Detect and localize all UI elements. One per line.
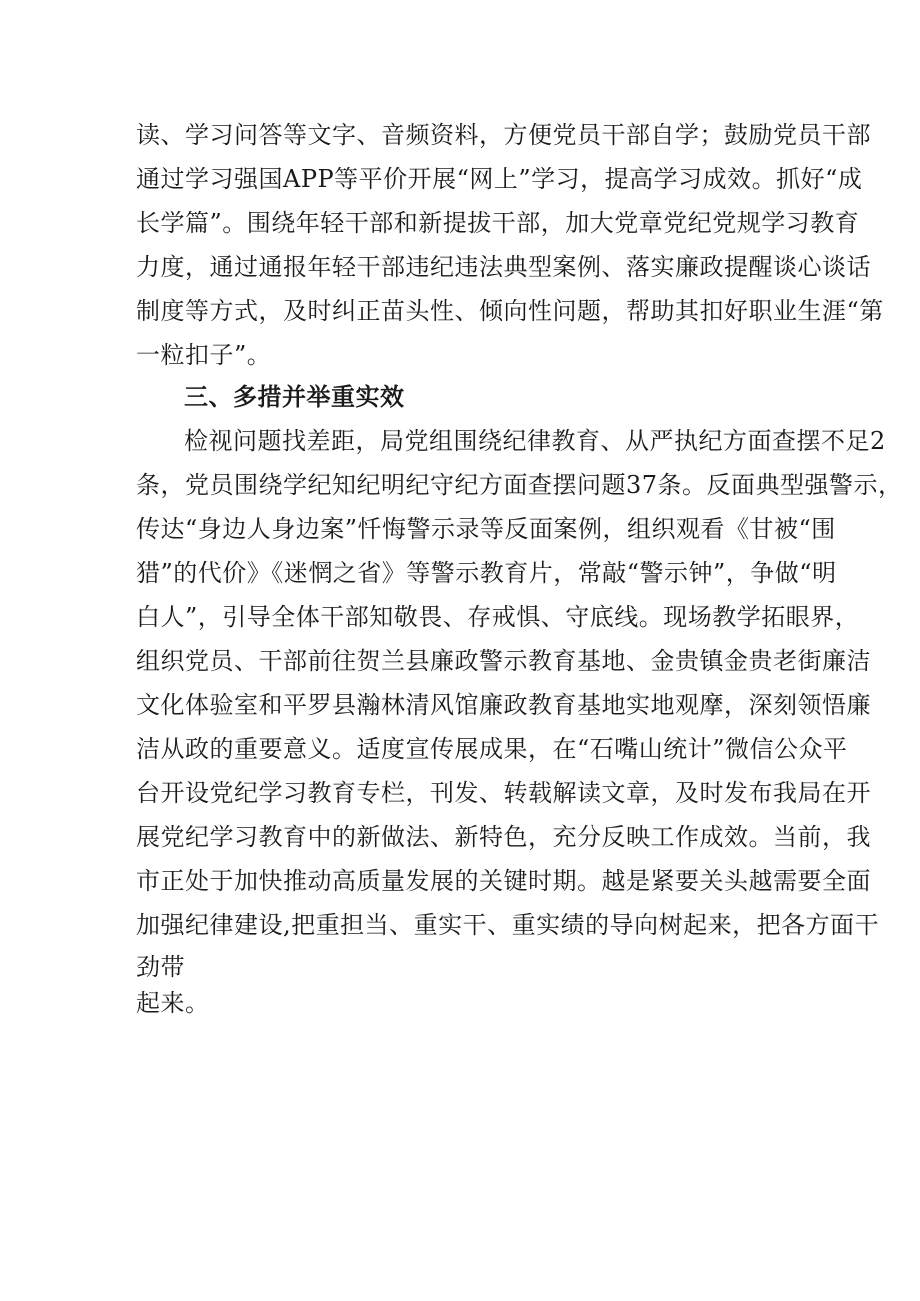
text-line: 加强纪律建设,把重担当、重实干、重实绩的导向树起来，把各方面干 bbox=[136, 911, 880, 939]
text-line: 展党纪学习教育中的新做法、新特色，充分反映工作成效。当前，我 bbox=[136, 823, 871, 851]
text-line: 市正处于加快推动高质量发展的关键时期。越是紧要关头越需要全面 bbox=[136, 867, 871, 895]
text-line: 白人”，引导全体干部知敬畏、存戒惧、守底线。现场教学拓眼界， bbox=[136, 603, 860, 631]
text-line: 劲带 bbox=[136, 953, 185, 981]
text-line: 通过学习强国APP等平价开展“网上”学习，提高学习成效。抓好“成 bbox=[136, 165, 863, 193]
text-line: 台开设党纪学习教育专栏，刊发、转载解读文章，及时发布我局在开 bbox=[136, 779, 871, 807]
text-line: 读、学习问答等文字、音频资料，方便党员干部自学；鼓励党员干部 bbox=[136, 121, 871, 149]
section-heading: 三、多措并举重实效 bbox=[184, 383, 405, 411]
text-line: 条，党员围绕学纪知纪明纪守纪方面查摆问题37条。反面典型强警示， bbox=[136, 471, 903, 499]
text-line: 猎”的代价》《迷惘之省》等警示教育片，常敲“警示钟”，争做“明 bbox=[136, 559, 837, 587]
text-line: 文化体验室和平罗县瀚林清风馆廉政教育基地实地观摩，深刻领悟廉 bbox=[136, 691, 871, 719]
text-line: 力度，通过通报年轻干部违纪违法典型案例、落实廉政提醒谈心谈话 bbox=[136, 253, 871, 281]
text-line: 洁从政的重要意义。适度宣传展成果，在“石嘴山统计”微信公众平 bbox=[136, 735, 848, 763]
text-line: 检视问题找差距，局党组围绕纪律教育、从严执纪方面查摆不足2 bbox=[184, 427, 886, 455]
text-line: 长学篇”。围绕年轻干部和新提拔干部，加大党章党纪党规学习教育 bbox=[136, 209, 860, 237]
text-line: 制度等方式，及时纠正苗头性、倾向性问题，帮助其扣好职业生涯“第 bbox=[136, 297, 884, 325]
text-line: 一粒扣子”。 bbox=[136, 341, 272, 369]
text-line: 起来。 bbox=[136, 989, 210, 1017]
text-line: 传达“身边人身边案”忏悔警示录等反面案例，组织观看《甘被“围 bbox=[136, 515, 836, 543]
text-line: 组织党员、干部前往贺兰县廉政警示教育基地、金贵镇金贵老街廉洁 bbox=[136, 647, 871, 675]
